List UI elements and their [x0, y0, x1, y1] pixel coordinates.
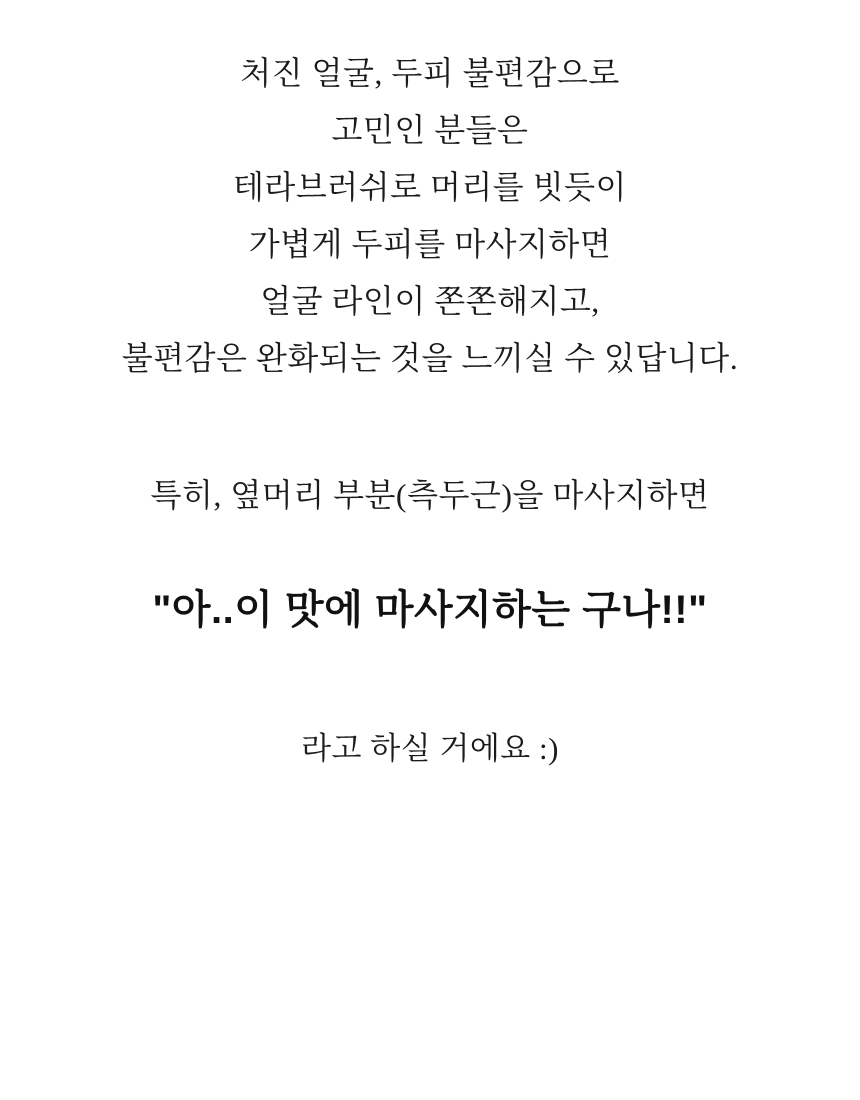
intro-line-5: 얼굴 라인이 쫀쫀해지고,	[260, 283, 600, 319]
intro-line-1: 처진 얼굴, 두피 불편감으로	[240, 55, 620, 91]
intro-paragraph	[0, 45, 860, 387]
emphasis-intro-line: 특히, 옆머리 부분(측두근)을 마사지하면	[150, 477, 710, 513]
intro-line-6: 불편감은 완화되는 것을 느끼실 수 있답니다.	[121, 340, 739, 376]
highlight-quote-line: "아..이 맛에 마사지하는 구나!!"	[152, 588, 708, 632]
closing-line: 라고 하실 거에요 :)	[301, 731, 559, 766]
intro-line-3: 테라브러쉬로 머리를 빗듯이	[233, 169, 627, 205]
intro-line-2: 고민인 분들은	[331, 112, 529, 148]
intro-line-4: 가볍게 두피를 마사지하면	[248, 226, 612, 262]
